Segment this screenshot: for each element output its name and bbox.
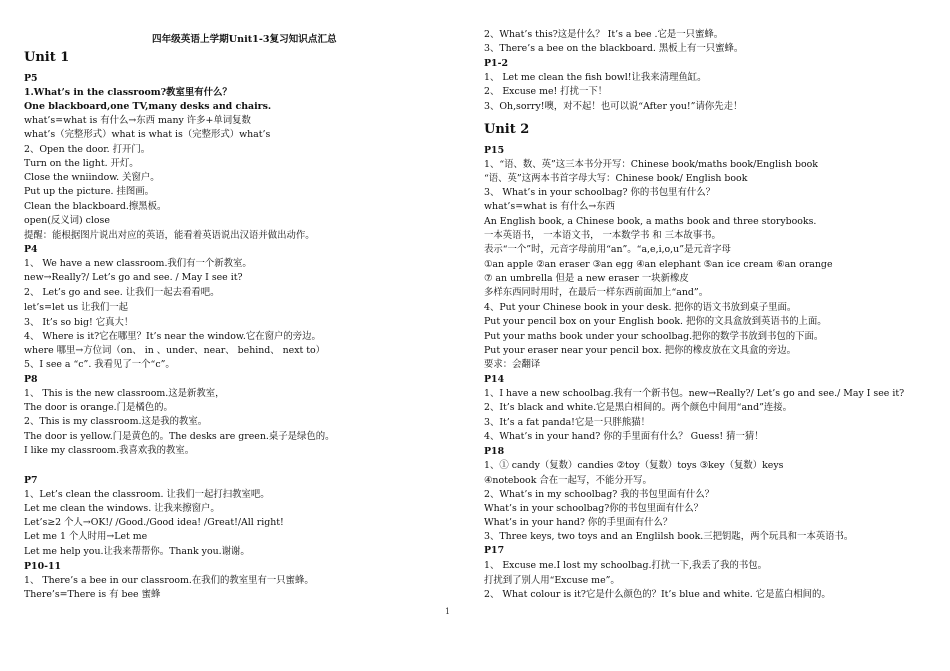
left-line-20: 4、 Where is it?它在哪里？It’s near the window.它在窗户的旁边。 (24, 331, 321, 342)
section-heading: P10-11 (24, 561, 62, 572)
section-heading: P7 (24, 475, 38, 486)
right-line-30: 1、① candy（复数）candies ②toy（复数）toys ③key（复数）keys (484, 460, 784, 471)
left-line-37: 1、 There’s a bee in our classroom.在我们的教室里有一只蜜蜂。 (24, 575, 314, 586)
left-line-33: Let’s≥2 个人→OK!/ /Good./Good idea! /Great!/All right! (24, 517, 284, 528)
left-line-5: what’s=what is 有什么→东西 many 许多+单词复数 (24, 115, 251, 126)
left-line-15: 1、 We have a new classroom.我们有一个新教室。 (24, 258, 252, 269)
section-heading: P8 (24, 374, 38, 385)
right-line-25: 1、I have a new schoolbag.我有一个新书包。new→Really?/ Let’s go and see./ May I see it? (484, 388, 905, 399)
right-line-12: what’s=what is 有什么→东西 (484, 201, 615, 212)
right-line-15: 表示“一个”时，元音字母前用“an”。“a,e,i,o,u”是元音字母 (484, 244, 731, 255)
right-line-9: 1、“语、数、英”这三本书分开写：Chinese book/maths book/English book (484, 159, 818, 170)
left-line-7: 2、Open the door. 打开门。 (24, 144, 151, 155)
right-line-1: 2、What’s this?这是什么？ It’s a bee .它是一只蜜蜂。 (484, 29, 724, 40)
left-line-17: 2、 Let’s go and see. 让我们一起去看看吧。 (24, 287, 220, 298)
right-line-27: 3、It’s a fat panda!它是一只胖熊猫！ (484, 417, 650, 428)
left-line-10: Put up the picture. 挂图画。 (24, 186, 154, 197)
left-line-32: Let me clean the windows. 让我来擦窗户。 (24, 503, 220, 514)
right-line-10: “语、英”这两本书首字母大写：Chinese book/ English book (484, 173, 748, 184)
right-line-33: What’s in your schoolbag?你的书包里面有什么？ (484, 503, 704, 514)
right-line-35: 3、Three keys, two toys and an Englilsh book.三把钥匙，两个玩具和一本英语书。 (484, 531, 854, 542)
right-line-6: 3、Oh,sorry!噢，对不起！也可以说“After you!”请你先走！ (484, 101, 743, 112)
right-line-18: 多样东西同时用时，在最后一样东西前面加上“and”。 (484, 287, 709, 298)
left-line-38: There’s=There is 有 bee 蜜蜂 (24, 589, 161, 600)
right-line-16: ①an apple ②an eraser ③an egg ④an elephant ⑤an ice cream ⑥an orange (484, 259, 833, 270)
left-line-22: 5、I see a “c”. 我看见了一个“c”。 (24, 359, 175, 370)
left-line-28: I like my classroom.我喜欢我的教室。 (24, 445, 195, 456)
left-line-25: The door is orange.门是橘色的。 (24, 402, 173, 413)
section-heading: 1.What’s in the classroom?教室里有什么？ (24, 87, 232, 98)
left-line-35: Let me help you.让我来帮帮你。Thank you.谢谢。 (24, 546, 250, 557)
right-line-11: 3、 What’s in your schoolbag? 你的书包里有什么？ (484, 187, 715, 198)
section-heading: P17 (484, 545, 505, 556)
left-line-34: Let me 1 个人时用→Let me (24, 531, 148, 542)
right-line-39: 2、 What colour is it?它是什么颜色的？It’s blue and white. 它是蓝白相间的。 (484, 589, 831, 600)
section-heading: One blackboard,one TV,many desks and chairs. (24, 101, 272, 112)
unit-heading: Unit 2 (484, 122, 530, 137)
left-line-11: Clean the blackboard.擦黑板。 (24, 201, 167, 212)
right-line-19: 4、Put your Chinese book in your desk. 把你的语文书放到桌子里面。 (484, 302, 797, 313)
right-line-34: What’s in your hand? 你的手里面有什么？ (484, 517, 673, 528)
right-line-14: 一本英语书， 一本语文书， 一本数学书 和 三本故事书。 (484, 230, 721, 241)
right-line-4: 1、 Let me clean the fish bowl!让我来清理鱼缸。 (484, 72, 707, 83)
right-line-13: An English book, a Chinese book, a maths book and three storybooks. (484, 216, 817, 227)
section-heading: P4 (24, 244, 38, 255)
section-heading: P1-2 (484, 58, 508, 69)
left-line-6: what’s（完整形式）what is what is（完整形式）what’s (24, 129, 271, 140)
left-line-24: 1、 This is the new classroom.这是新教室， (24, 388, 225, 399)
left-line-16: new→Really?/ Let’s go and see. / May I see it? (24, 272, 243, 283)
right-line-17: ⑦ an umbrella 但是 a new eraser 一块新橡皮 (484, 273, 689, 284)
left-line-12: open(反义词) close (24, 215, 110, 226)
section-heading: P5 (24, 73, 38, 84)
left-line-26: 2、This is my classroom.这是我的教室。 (24, 416, 208, 427)
page-title: 四年级英语上学期Unit1-3复习知识点汇总 (152, 34, 337, 45)
right-line-32: 2、What’s in my schoolbag? 我的书包里面有什么？ (484, 489, 715, 500)
right-line-2: 3、There’s a bee on the blackboard. 黑板上有一只蜜蜂。 (484, 43, 744, 54)
right-line-31: ④notebook 合在一起写，不能分开写。 (484, 475, 652, 486)
left-line-8: Turn on the light. 开灯。 (24, 158, 139, 169)
right-line-38: 打扰到了别人用“Excuse me”。 (484, 575, 620, 586)
right-line-22: Put your eraser near your pencil box. 把你的橡皮放在文具盒的旁边。 (484, 345, 797, 356)
left-line-21: where 哪里→方位词（on、 in 、under、near、 behind、 next to） (24, 345, 326, 356)
section-heading: P18 (484, 446, 505, 457)
section-heading: P15 (484, 145, 505, 156)
left-line-31: 1、Let’s clean the classroom. 让我们一起打扫教室吧。 (24, 489, 270, 500)
left-line-13: 提醒：能根据图片说出对应的英语，能看着英语说出汉语并做出动作。 (24, 230, 315, 241)
page-number: 1 (445, 607, 451, 616)
right-line-37: 1、 Excuse me.I lost my schoolbag.打扰一下,我丢了我的书包。 (484, 560, 767, 571)
left-line-27: The door is yellow.门是黄色的。The desks are green.桌子是绿色的。 (24, 431, 335, 442)
right-line-26: 2、It’s black and white.它是黑白相间的。两个颜色中间用“and”连接。 (484, 402, 793, 413)
section-heading: P14 (484, 374, 505, 385)
unit-heading: Unit 1 (24, 50, 70, 65)
right-line-20: Put your pencil box on your English book. 把你的文具盒放到英语书的上面。 (484, 316, 827, 327)
right-line-21: Put your maths book under your schoolbag.把你的数学书放到书包的下面。 (484, 331, 824, 342)
left-line-9: Close the wniindow. 关窗户。 (24, 172, 160, 183)
right-line-5: 2、 Excuse me! 打扰一下！ (484, 86, 608, 97)
left-line-19: 3、 It’s so big! 它真大！ (24, 317, 134, 328)
left-line-18: let’s=let us 让我们一起 (24, 302, 128, 313)
right-line-23: 要求：会翻译 (484, 359, 541, 370)
right-line-28: 4、What’s in your hand? 你的手里面有什么？ Guess! 猜一猜！ (484, 431, 764, 442)
